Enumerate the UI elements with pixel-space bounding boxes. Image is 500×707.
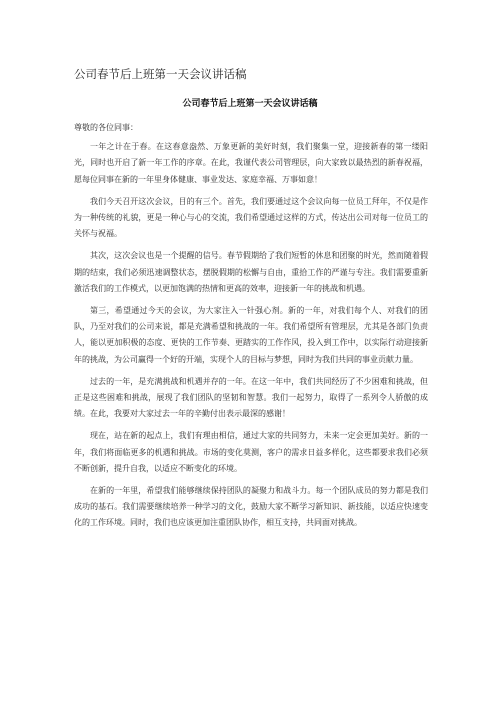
paragraph-5: 过去的一年，是充满挑战和机遇并存的一年。在这一年中，我们共同经历了不少困难和挑战，但正是这些困难和挑战，展现了我们团队的坚韧和智慧。我们一起努力，取得了一系列令人骄傲的成绩。在此，我要对大家过去一年的辛勤付出表示最深的感谢！	[74, 376, 428, 419]
paragraph-3: 其次，这次会议也是一个提醒的信号。春节假期给了我们短暂的休息和团聚的时光，然而随着假期的结束，我们必须迅速调整状态，摆脱假期的松懈与自由，重拾工作的严谨与专注。我们需要重新激活我们的工作模式，以更加饱满的热情和更高的效率，迎接新一年的挑战和机遇。	[74, 251, 428, 293]
document-body	[74, 120, 428, 538]
paragraph-4: 第三，希望通过今天的会议，为大家注入一针强心剂。新的一年，对我们每个人、对我们的团队，乃至对我们的公司来说，都是充满希望和挑战的一年。我们希望所有管理层，尤其是各部门负责人，能以更加积极的态度、更快的工作节奏、更踏实的工作作风，投入到工作中，以实际行动迎接新年的挑战，为公司赢得一个好的开端，实现个人的目标与梦想，同时为我们共同的事业贡献力量。	[74, 306, 428, 364]
salutation: 尊敬的各位同事：	[74, 123, 138, 132]
paragraph-6: 现在，站在新的起点上，我们有理由相信，通过大家的共同努力，未来一定会更加美好。新的一年，我们将面临更多的机遇和挑战。市场的变化莫测，客户的需求日益多样化，这些都要求我们必须不断创新，提升自我，以适应不断变化的环境。	[74, 431, 428, 473]
document-title: 公司春节后上班第一天会议讲话稿	[74, 67, 247, 81]
paragraph-2: 我们今天召开这次会议，目的有三个。首先，我们要通过这个会议向每一位员工拜年，不仅是作为一种传统的礼貌，更是一种心与心的交流，我们希望通过这样的方式，传达出公司对每一位员工的关怀与祝福。	[74, 196, 428, 239]
paragraph-1: 一年之计在于春。在这春意盎然、万象更新的美好时刻，我们聚集一堂，迎接新春的第一缕阳光，同时也开启了新一年工作的序章。在此，我谨代表公司管理层，向大家致以最热烈的新春祝福，愿每位同事在新的一年里身体健康、事业发达、家庭幸福、万事如意！	[74, 142, 428, 184]
paragraph-7: 在新的一年里，希望我们能够继续保持团队的凝聚力和战斗力。每一个团队成员的努力都是我们成功的基石。我们需要继续培养一种学习的文化，鼓励大家不断学习新知识、新技能，以适应快速变化的工作环境。同时，我们也应该更加注重团队协作，相互支持，共同面对挑战。	[74, 486, 428, 528]
document-heading: 公司春节后上班第一天会议讲话稿	[182, 99, 318, 109]
